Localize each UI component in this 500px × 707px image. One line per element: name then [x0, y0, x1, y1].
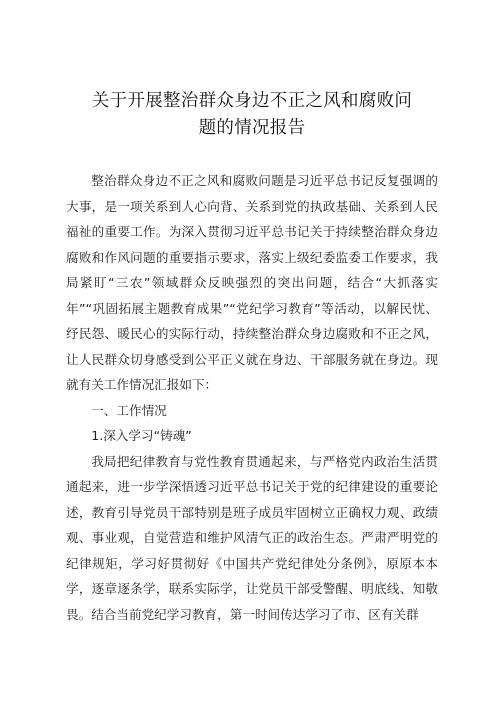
title-line-2: 题的情况报告	[198, 118, 306, 138]
subsection-heading-study: 1.深入学习“铸魂”	[91, 428, 192, 443]
document-body	[66, 168, 438, 627]
intro-paragraph: 整治群众身边不正之风和腐败问题是习近平总书记反复强调的大事，是一项关系到人心向背、关系到党的执政基础、关系到人民福祉的重要工作。为深入贯彻习近平总书记关于持续整治群众身边腐败和作风问题的重要指示要求，落实上级纪委监委工作要求，我局紧盯“三农”领域群众反映强烈的突出问题，结合“大抓落实年”“巩固拓展主题教育成果”“党纪学习教育”等活动，以解民忧、纾民怨、暖民心的实际行动，持续整治群众身边腐败和不正之风，让人民群众切身感受到公平正义就在身边、干部服务就在身边。现就有关工作情况汇报如下：	[66, 173, 438, 392]
title-line-1: 关于开展整治群众身边不正之风和腐败问	[91, 91, 413, 111]
study-paragraph: 我局把纪律教育与党性教育贯通起来，与严格党内政治生活贯通起来，进一步学深悟透习近平总书记关于党的纪律建设的重要论述，教育引导党员干部特别是班子成员牢固树立正确权力观、政绩观、事业观，自觉营造和维护风清气正的政治生态。严肃严明党的纪律规矩，学习好贯彻好《中国共产党纪律处分条例》，原原本本学，逐章逐条学，联系实际学，让党员干部受警醒、明底线、知敬畏。结合当前党纪学习教育，第一时间传达学习了市、区有关群	[66, 453, 438, 622]
section-heading-work-status: 一、工作情况	[91, 402, 167, 418]
document-title	[66, 88, 438, 142]
